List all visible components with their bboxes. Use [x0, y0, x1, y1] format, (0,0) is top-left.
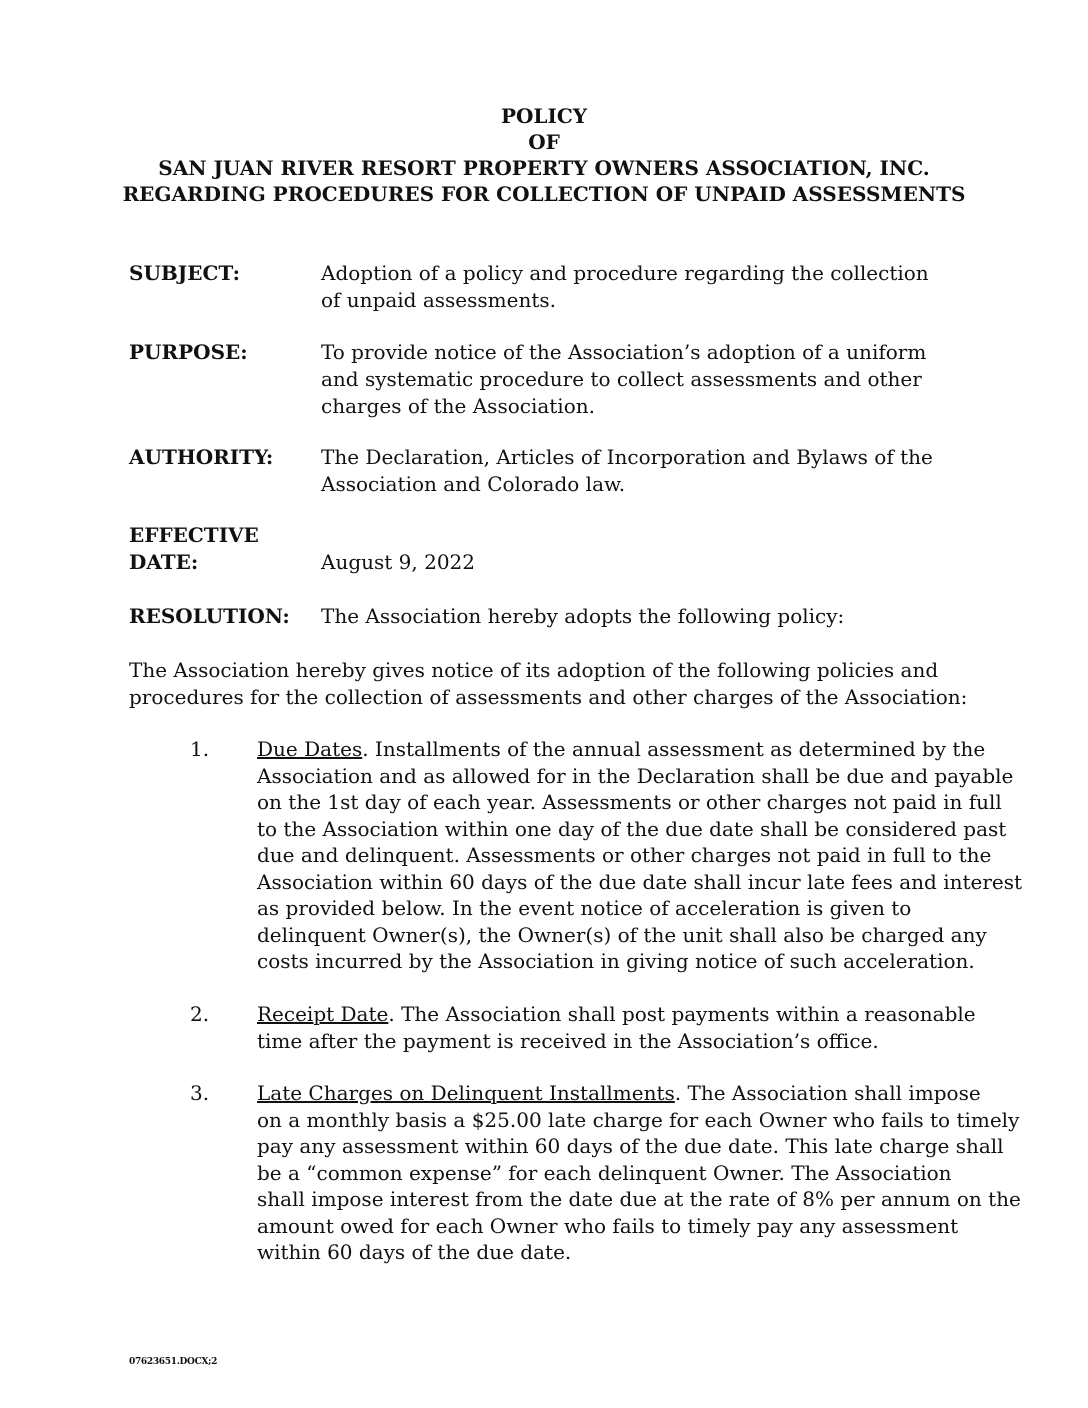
item-line: to the Association within one day of the due date shall be considered past [257, 816, 1007, 841]
item-first-line-rest: . Installments of the annual assessment as determined by the [362, 737, 986, 761]
item-heading: Receipt Date [257, 1002, 389, 1026]
effective-date-value: August 9, 2022 [321, 550, 476, 574]
item-line: due and delinquent. Assessments or other charges not paid in full to the [257, 843, 992, 867]
effective-label-line: EFFECTIVE [129, 523, 259, 547]
item-first-line-rest: . The Association shall impose [674, 1081, 981, 1105]
item-line: time after the payment is received in the Association’s office. [257, 1028, 879, 1053]
intro-paragraph [129, 657, 968, 711]
intro-line: The Association hereby gives notice of its adoption of the following policies and [129, 658, 939, 682]
subject-field [129, 260, 929, 320]
item-line: pay any assessment within 60 days of the due date. This late charge shall [257, 1134, 1004, 1158]
date-label-line: DATE: [129, 550, 199, 574]
item-line: shall impose interest from the date due at the rate of 8% per annum on the [257, 1187, 1021, 1211]
title-line-policy: POLICY [500, 104, 588, 128]
item-line: Association within 60 days of the due date shall incur late fees and interest [257, 869, 1023, 894]
item-body [257, 736, 1023, 975]
purpose-field [129, 339, 929, 424]
item-line: within 60 days of the due date. [257, 1240, 572, 1264]
document-title [0, 103, 1088, 207]
item-heading: Late Charges on Delinquent Installments [257, 1081, 675, 1105]
item-heading: Due Dates [257, 737, 363, 761]
item-line: amount owed for each Owner who fails to timely pay any assessment [257, 1213, 959, 1238]
item-line: Association and as allowed for in the Declaration shall be due and payable [257, 763, 1014, 788]
item-line: costs incurred by the Association in giving notice of such acceleration. [257, 949, 975, 973]
item-line: delinquent Owner(s), the Owner(s) of the unit shall also be charged any [257, 922, 987, 947]
subject-label: SUBJECT: [129, 261, 240, 285]
resolution-label: RESOLUTION: [129, 604, 290, 628]
title-line-of: OF [528, 130, 560, 154]
item-first-line-rest: . The Association shall post payments within a reasonable [388, 1002, 976, 1026]
resolution-field [129, 603, 929, 633]
authority-line: Association and Colorado law. [321, 472, 626, 496]
purpose-line: charges of the Association. [321, 394, 595, 418]
item-line: on a monthly basis a $25.00 late charge for each Owner who fails to timely [257, 1107, 1020, 1132]
item-line: as provided below. In the event notice of acceleration is given to [257, 896, 912, 920]
resolution-value: The Association hereby adopts the following policy: [321, 604, 845, 628]
title-line-subject: REGARDING PROCEDURES FOR COLLECTION OF UNPAID ASSESSMENTS [122, 182, 966, 206]
purpose-line: To provide notice of the Association’s adoption of a uniform [321, 340, 927, 364]
item-body [257, 1001, 977, 1054]
authority-label: AUTHORITY: [129, 445, 274, 469]
title-line-association: SAN JUAN RIVER RESORT PROPERTY OWNERS ASSOCIATION, INC. [158, 156, 930, 180]
authority-value [321, 444, 933, 498]
purpose-value [321, 339, 927, 420]
subject-line: Adoption of a policy and procedure regarding the collection [321, 261, 929, 285]
item-number: 1. [190, 737, 210, 761]
item-body [257, 1080, 1021, 1266]
authority-field [129, 444, 933, 504]
document-id-footer: 07623651.DOCX;2 [129, 1357, 218, 1367]
effective-date-field [129, 522, 929, 582]
item-first-line [257, 736, 986, 763]
purpose-line: and systematic procedure to collect assessments and other [321, 367, 922, 391]
item-first-line [257, 1001, 977, 1028]
subject-line: of unpaid assessments. [321, 288, 556, 312]
item-number: 3. [190, 1081, 210, 1105]
purpose-label: PURPOSE: [129, 340, 248, 364]
subject-value [321, 260, 929, 314]
item-first-line [257, 1080, 981, 1107]
item-number: 2. [190, 1002, 210, 1026]
authority-line: The Declaration, Articles of Incorporation and Bylaws of the [321, 445, 933, 469]
intro-line: procedures for the collection of assessments and other charges of the Association: [129, 685, 968, 709]
effective-date-label [129, 522, 259, 576]
item-line: be a “common expense” for each delinquent Owner. The Association [257, 1160, 952, 1185]
item-line: on the 1st day of each year. Assessments or other charges not paid in full [257, 790, 1002, 814]
